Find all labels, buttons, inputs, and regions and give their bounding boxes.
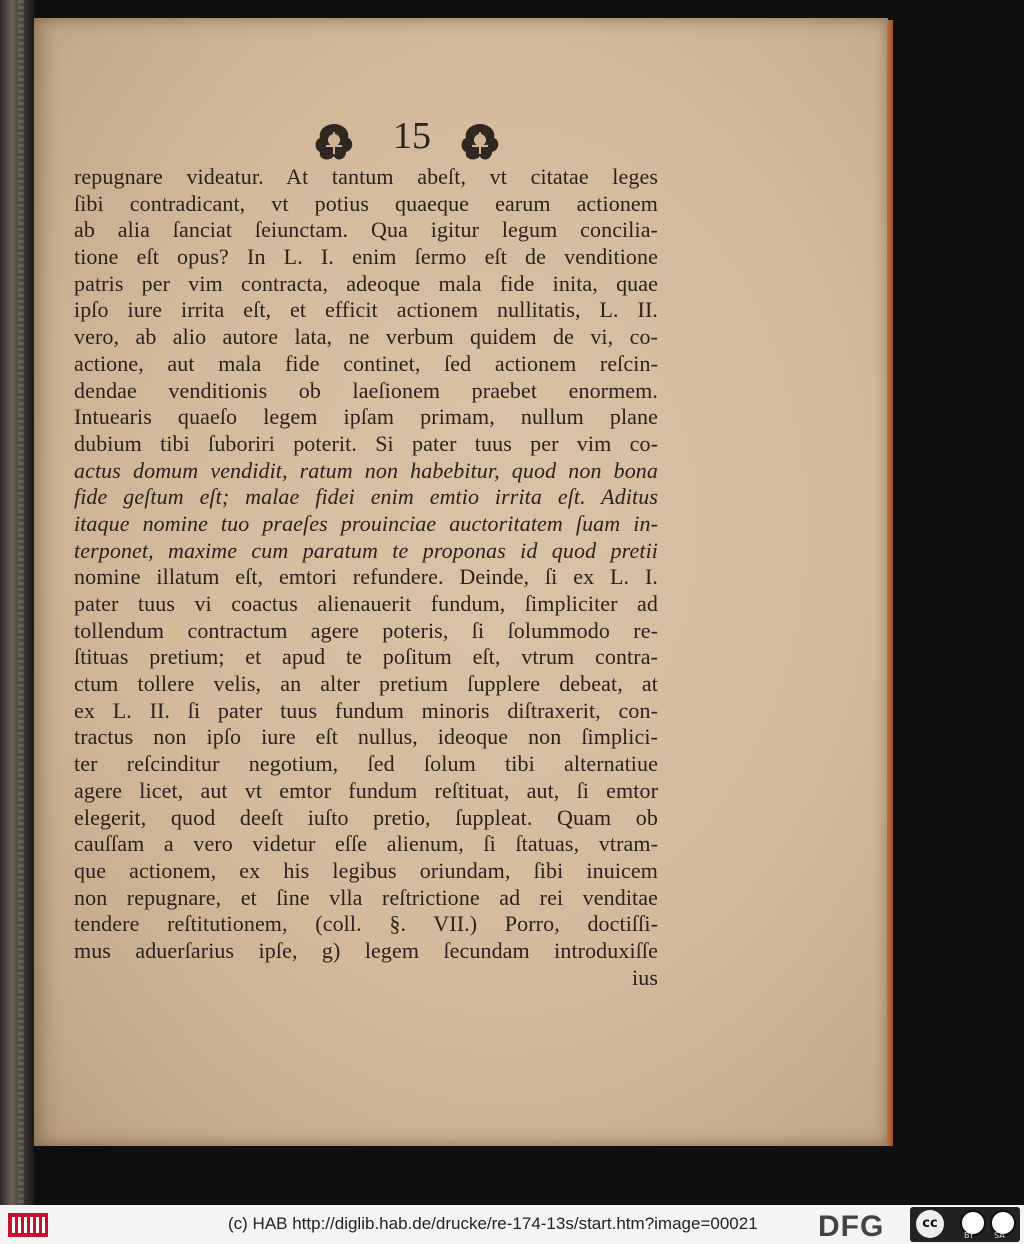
cc-icon: cc <box>916 1210 944 1238</box>
text-line: ſtituas pretium; et apud te poſitum eſt, vtrum contra- <box>74 644 658 670</box>
text-line: cauſſam a vero videtur eſſe alienum, ſi ſtatuas, vtram- <box>74 831 658 857</box>
book-spine <box>0 0 34 1205</box>
text-line: tendere reſtitutionem, (coll. §. VII.) Porro, doctiſſi- <box>74 911 658 937</box>
page-edge <box>887 20 893 1146</box>
text-line: elegerit, quod deeſt iuſto pretio, ſuppleat. Quam ob <box>74 804 658 830</box>
text-line: agere licet, aut vt emtor fundum reſtituat, aut, ſi emtor <box>74 777 658 803</box>
text-line: tollendum contractum agere poteris, ſi ſolummodo re- <box>74 617 658 643</box>
text-line: tione eſt opus? In L. I. enim ſermo eſt de venditione <box>74 244 658 270</box>
body-text <box>74 164 658 991</box>
right-ornament-icon <box>458 120 502 164</box>
text-line: ſibi contradicant, vt potius quaeque earum actionem <box>74 190 658 216</box>
text-line: terponet, maxime cum paratum te proponas id quod pretii <box>74 537 658 563</box>
page-number: 15 <box>393 115 431 157</box>
text-line: fide geſtum eſt; malae fidei enim emtio irrita eſt. Aditus <box>74 484 658 510</box>
viewer-footer <box>0 1205 1024 1244</box>
text-line: nomine illatum eſt, emtori refundere. Deinde, ſi ex L. I. <box>74 564 658 590</box>
text-line: ex L. II. ſi pater tuus fundum minoris diſtraxerit, con- <box>74 697 658 723</box>
spine-page-edges <box>18 0 24 1205</box>
text-line: mus aduerſarius ipſe, g) legem ſecundam introduxiſſe <box>74 937 658 963</box>
text-line: itaque nomine tuo praeſes prouinciae auctoritatem ſuam in- <box>74 510 658 536</box>
text-line: actus domum vendidit, ratum non habebitur, quod non bona <box>74 457 658 483</box>
text-line: ctum tollere velis, an alter pretium ſupplere debeat, at <box>74 671 658 697</box>
hab-logo-icon[interactable] <box>8 1211 48 1239</box>
text-line: que actionem, ex his legibus oriundam, ſibi inuicem <box>74 857 658 883</box>
text-line: dendae venditionis ob laeſionem praebet enormem. <box>74 377 658 403</box>
text-line: ipſo iure irrita eſt, et efficit actionem nullitatis, L. II. <box>74 297 658 323</box>
dfg-logo[interactable]: DFG <box>818 1210 885 1243</box>
cc-license-badge[interactable] <box>910 1207 1020 1242</box>
text-line: ab alia ſanciat ſeiunctam. Qua igitur legum concilia- <box>74 217 658 243</box>
copyright-link[interactable]: (c) HAB http://diglib.hab.de/drucke/re-174-13s/start.htm?image=00021 <box>228 1214 758 1233</box>
catchword: ius <box>632 964 658 990</box>
sa-label: SA <box>994 1231 1005 1240</box>
text-line: non repugnare, et ſine vlla reſtrictione ad rei venditae <box>74 884 658 910</box>
text-line: actione, aut mala fide continet, ſed actionem reſcin- <box>74 350 658 376</box>
text-line: repugnare videatur. At tantum abeſt, vt citatae leges <box>74 164 658 189</box>
left-ornament-icon <box>312 120 356 164</box>
text-line: vero, ab alio autore lata, ne verbum quidem de vi, co- <box>74 324 658 350</box>
text-line: ter reſcinditur negotium, ſed ſolum tibi alternatiue <box>74 751 658 777</box>
text-line: tractus non ipſo iure eſt nullus, ideoque non ſimplici- <box>74 724 658 750</box>
text-line: patris per vim contracta, adeoque mala fide inita, quae <box>74 270 658 296</box>
text-line: Intuearis quaeſo legem ipſam primam, nullum plane <box>74 404 658 430</box>
text-line: dubium tibi ſuboriri poterit. Si pater tuus per vim co- <box>74 430 658 456</box>
by-label: BY <box>964 1231 974 1240</box>
text-line: pater tuus vi coactus alienauerit fundum, ſimpliciter ad <box>74 591 658 616</box>
